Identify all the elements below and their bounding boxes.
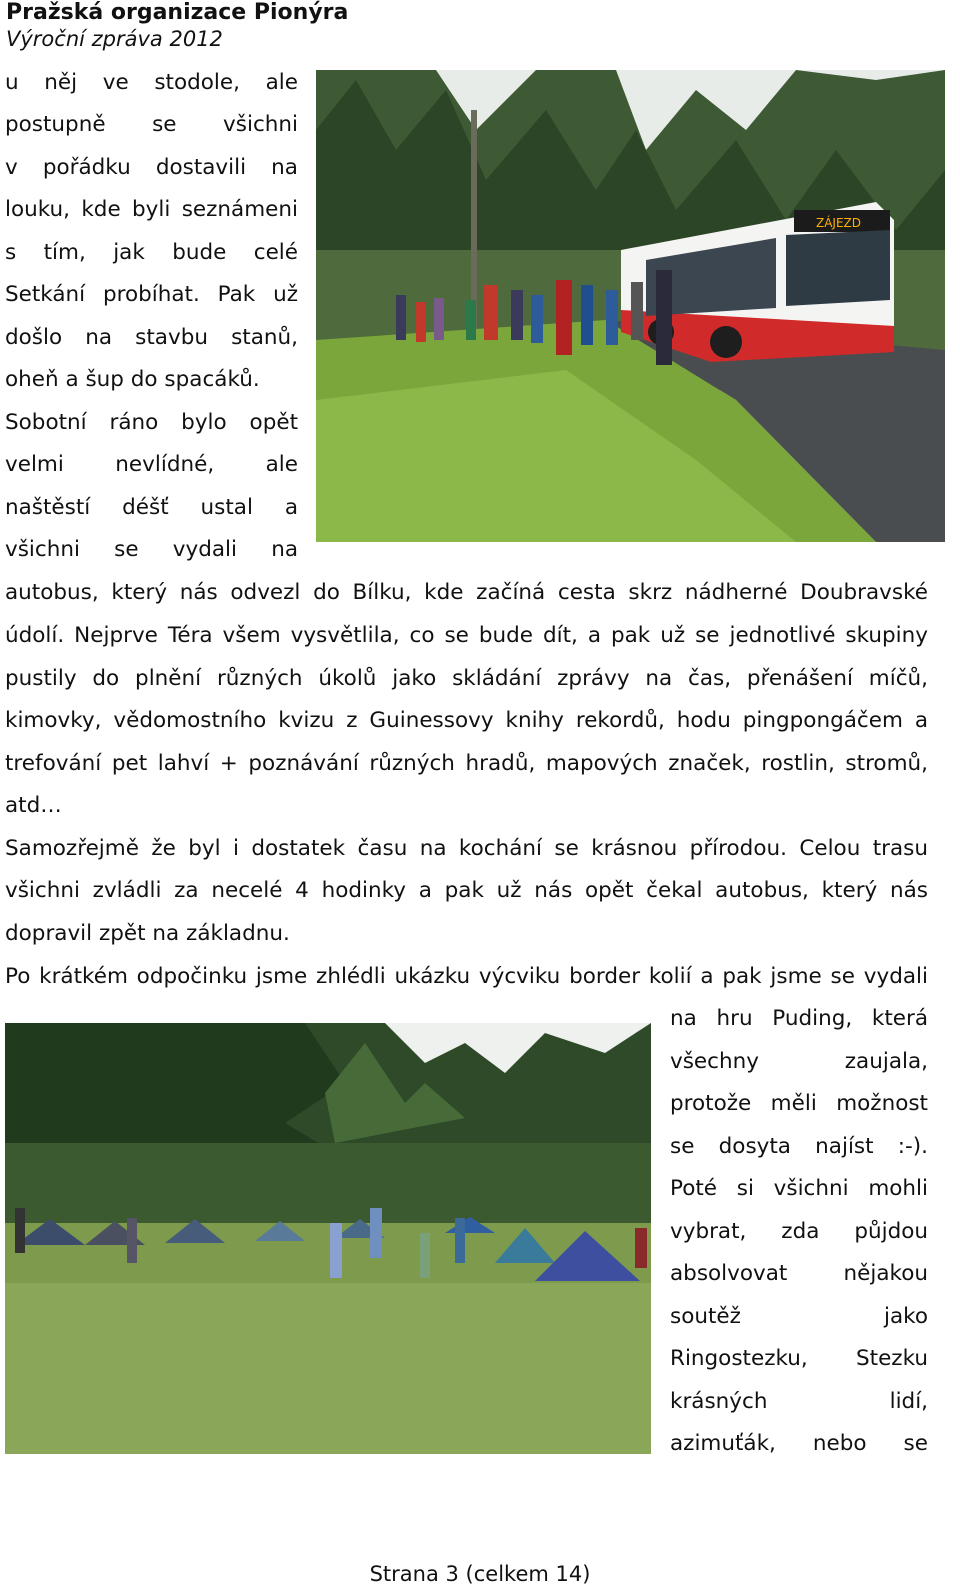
tents-photo-illustration bbox=[5, 1023, 651, 1454]
svg-text:ZÁJEZD: ZÁJEZD bbox=[816, 216, 862, 230]
text-line: Ringostezku, Stezku bbox=[670, 1346, 928, 1371]
text-line: krásných lidí, bbox=[670, 1389, 928, 1414]
text-line: u něj ve stodole, ale bbox=[5, 70, 298, 95]
text-line: v pořádku dostavili na bbox=[5, 155, 298, 180]
text-line: velmi nevlídné, ale bbox=[5, 452, 298, 477]
text-line: soutěž jako bbox=[670, 1304, 928, 1329]
text-line: louku, kde byli seznámeni bbox=[5, 197, 298, 222]
text-line: dopravil zpět na základnu. bbox=[5, 921, 290, 946]
photo-bus bbox=[316, 70, 945, 542]
text-line: všichni zvládli za necelé 4 hodinky a pak už nás opět čekal autobus, který nás bbox=[5, 878, 928, 903]
text-line: na hru Puding, která bbox=[670, 1006, 928, 1031]
text-line: Poté si všichni mohli bbox=[670, 1176, 928, 1201]
document-header bbox=[6, 0, 348, 52]
text-line: kimovky, vědomostního kvizu z Guinessovy knihy rekordů, hodu pingpongáčem a bbox=[5, 708, 928, 733]
text-line: Setkání probíhat. Pak už bbox=[5, 282, 298, 307]
text-line: pustily do plnění různých úkolů jako skládání zprávy na čas, přenášení míčů, bbox=[5, 666, 928, 691]
text-line: všichni se vydali na bbox=[5, 537, 298, 562]
text-line: došlo na stavbu stanů, bbox=[5, 325, 298, 350]
text-line: naštěstí déšť ustal a bbox=[5, 495, 298, 520]
report-title: Výroční zpráva 2012 bbox=[6, 27, 223, 51]
photo-tents bbox=[5, 1023, 651, 1454]
text-line: Samozřejmě že byl i dostatek času na kochání se krásnou přírodou. Celou trasu bbox=[5, 836, 928, 861]
bus-photo-illustration bbox=[316, 70, 945, 542]
text-line: Sobotní ráno bylo opět bbox=[5, 410, 298, 435]
text-line: vybrat, zda půjdou bbox=[670, 1219, 928, 1244]
text-line: všechny zaujala, bbox=[670, 1049, 928, 1074]
text-line: Po krátkém odpočinku jsme zhlédli ukázku výcviku border kolií a pak jsme se vydali bbox=[5, 964, 928, 989]
text-line: s tím, jak bude celé bbox=[5, 240, 298, 265]
page-number: Strana 3 (celkem 14) bbox=[369, 1562, 591, 1586]
text-line: absolvovat nějakou bbox=[670, 1261, 928, 1286]
organization-name: Pražská organizace Pionýra bbox=[6, 0, 349, 25]
text-line: údolí. Nejprve Téra všem vysvětlila, co se bude dít, a pak už se jednotlivé skupiny bbox=[5, 623, 928, 648]
text-line: autobus, který nás odvezl do Bílku, kde začíná cesta skrz nádherné Doubravské bbox=[5, 580, 928, 605]
text-line: atd… bbox=[5, 793, 62, 818]
text-line: se dosyta najíst :-). bbox=[670, 1134, 928, 1159]
text-line: azimuťák, nebo se bbox=[670, 1431, 928, 1456]
text-line: protože měli možnost bbox=[670, 1091, 928, 1116]
text-line: postupně se všichni bbox=[5, 112, 298, 137]
text-line: trefování pet lahví + poznávání různých hradů, mapových značek, rostlin, stromů, bbox=[5, 751, 928, 776]
text-line: oheň a šup do spacáků. bbox=[5, 367, 260, 392]
